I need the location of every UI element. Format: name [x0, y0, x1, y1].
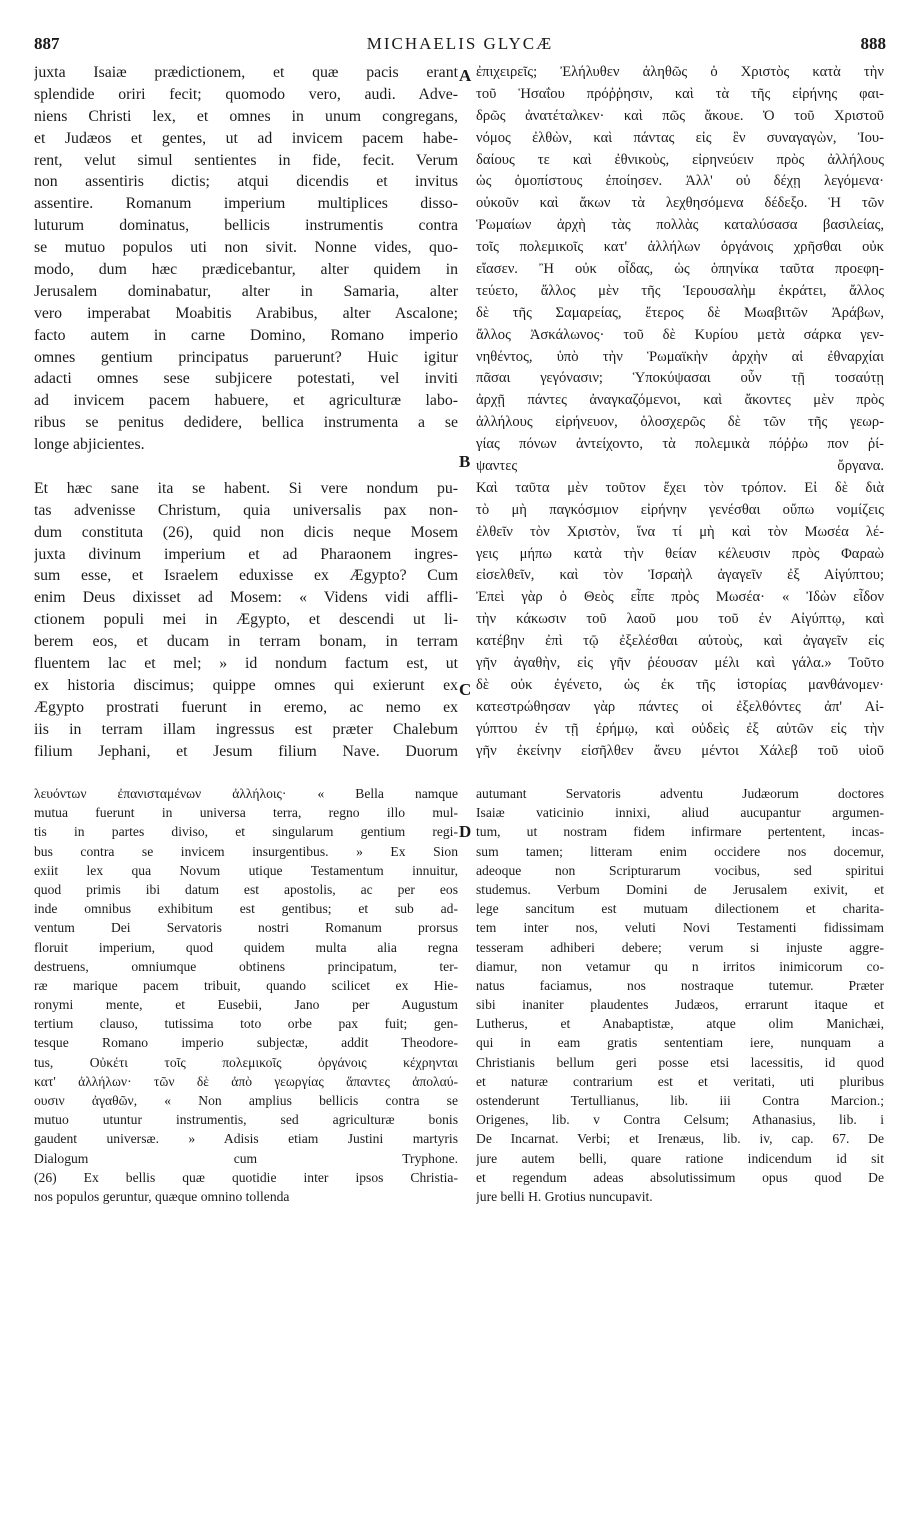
section-marker-b: B — [459, 452, 471, 471]
greek-text-line: δὲ τῆς Σαμαρείας, ἕτερος δὲ Μωαβιτῶν Ἀράβων, — [476, 304, 884, 321]
greek-text-line: Καὶ ταῦτα μὲν τοῦτον ἔχει τὸν τρόπον. Εἰ δὲ διὰ — [476, 479, 884, 496]
latin-text-line: ex historia discimus; quippe omnes qui exierunt ex — [34, 676, 458, 694]
greek-text-line: Ῥωμαίων ἀρχὴ τὰς πολλὰς καταλύσασα βασιλείας, — [476, 217, 884, 234]
footnote-line: tem inter nos, veluti Novi Testamenti fidissimam — [476, 920, 884, 936]
greek-text-line: ἄλλος Ἀσκάλωνος· τοῦ δὲ Κυρίου μετὰ σάρκα γεν- — [476, 326, 884, 343]
greek-text-line: κατεστρώθησαν γὰρ πάντες οἱ ἐξελθόντες ἀπ' Αἰ- — [476, 698, 884, 715]
latin-text-line: tas advenisse Christum, quia universalis pax non- — [34, 501, 458, 519]
latin-text-line: iis in terram illam ingressus est præter Chalebum — [34, 720, 458, 738]
footnote-line: et naturæ contrarium est et veritati, uti pluribus — [476, 1073, 884, 1089]
greek-text-line: γύπτου ἐν τῇ ἐρήμῳ, καὶ οὐδεὶς ἐξ αὐτῶν εἰς τὴν — [476, 720, 884, 737]
greek-text-line: γῆν ἀγαθὴν, εἰς γῆν ῥέουσαν μέλι καὶ γάλα.» Τοῦτο — [476, 655, 884, 672]
latin-text-line: Ægypto prostrati fuerunt in eremo, ac nemo ex — [34, 698, 458, 716]
footnote-line: sum tamen; litteram enim occidere nos docemur, — [476, 843, 884, 859]
latin-text-line: vero imperabat Moabitis Arabibus, alter Ascalone; — [34, 304, 458, 322]
footnote-line: De Incarnat. Verbi; et Irenæus, lib. iv, cap. 67. De — [476, 1131, 884, 1147]
greek-text-line: Ἐπεὶ γὰρ ὁ Θεὸς εἶπε πρὸς Μωσέα· « Ἰδὼν εἶδον — [476, 589, 884, 606]
latin-text-line — [34, 456, 458, 478]
greek-text-line: τὸ μὴ παγκόσμιον εἰρήνην γενέσθαι οὔπω νομίζεις — [476, 501, 884, 518]
latin-text-line: enim Deus dixisset ad Mosem: « Videns vidi affli- — [34, 589, 458, 607]
footnote-line: λευόντων ἐπανισταμένων ἀλλήλοις· « Bella namque — [34, 786, 458, 801]
footnote-line: tis in partes diviso, et singularum gentium regi- — [34, 824, 458, 840]
latin-text-line: assentire. Romanum imperium multiplices disso- — [34, 195, 458, 213]
latin-text-line: ctionem populi mei in Ægypto, et descendi ut li- — [34, 611, 458, 629]
page-header — [34, 34, 886, 58]
latin-text-line: se mutuo populos uti non sivit. Nonne vides, quo- — [34, 239, 458, 257]
footnote-line: mutua fuerunt in universa terra, regno illo mul- — [34, 805, 458, 821]
greek-text-line: εἰσελθεῖν, καὶ τὸν Ἰσραὴλ ἀγαγεῖν ἐξ Αἰγύπτου; — [476, 567, 884, 584]
greek-text-line: νηθέντος, ὑπὸ τὴν Ῥωμαϊκὴν ἀρχὴν αἱ ἐθναρχίαι — [476, 348, 884, 365]
greek-text-line: γίας πόνων ἀντείχοντο, τὰ πολεμικὰ πόῤῥω πον ῥί- — [476, 436, 884, 453]
greek-text-line: γεις μήπω κατὰ τὴν θείαν κέλευσιν πρὸς Φαραὼ — [476, 545, 884, 562]
footnote-line: adeoque non Scripturarum vocibus, sed spiritui — [476, 862, 884, 878]
latin-text-line: omnes gentium principatus paruerunt? Huic igitur — [34, 348, 458, 366]
footnote-line: floruit imperium, quod quidem multa alia regna — [34, 939, 458, 955]
footnote-line: Lutherus, et Anabaptistæ, atque olim Manichæi, — [476, 1016, 884, 1032]
greek-text-line: κατέβην ἐπὶ τῷ ἐξελέσθαι αὐτοὺς, καὶ ἀγαγεῖν εἰς — [476, 633, 884, 650]
greek-text-column — [476, 62, 884, 762]
footnote-line: exiit lex qua Novum utique Testamentum innuitur, — [34, 862, 458, 878]
latin-text-line: splendide oriri fecit; quomodo vero, audi. Adve- — [34, 85, 458, 103]
greek-text-line: τοῦ Ἡσαΐου πρόῤῥησιν, καὶ τὰ τῆς εἰρήνης φαι- — [476, 85, 884, 102]
footnote-line: studemus. Verbum Domini de Jerusalem exivit, et — [476, 881, 884, 897]
latin-text-line: et Judæos et gentes, ut ad invicem pacem habe- — [34, 129, 458, 147]
footnote-line: destruens, omniumque obtinens principatum, ter- — [34, 958, 458, 974]
latin-text-line: ribus se penitus dedidere, bellica instrumenta a se — [34, 414, 458, 432]
footnote-line: natus faciamus, nos nostraque tutemur. Præter — [476, 977, 884, 993]
footnotes-right-column — [476, 784, 884, 1504]
footnote-line: ostenderunt Tertullianus, lib. iii Contra Marcion.; — [476, 1093, 884, 1108]
greek-text-line: τὴν κάκωσιν τοῦ λαοῦ μου τοῦ ἐν Αἰγύπτῳ, καὶ — [476, 611, 884, 628]
page-number-right: 888 — [860, 34, 886, 53]
running-title: MICHAELIS GLYCÆ — [366, 34, 554, 53]
greek-text-line: οὐκοῦν καὶ ἄκων τὰ λεχθησόμενα δέδεξο. Ἡ τῶν — [476, 195, 884, 212]
footnote-line: tesseram adhiberi debere; verum si injuste aggre- — [476, 939, 884, 955]
latin-text-line: niens Christi lex, et omnes in unum congregans, — [34, 107, 458, 125]
footnote-line: autumant Servatoris adventu Judæorum doctores — [476, 786, 884, 801]
footnote-line: ουσιν ἀγαθῶν, « Non amplius bellicis contra se — [34, 1093, 458, 1108]
greek-text-line: πᾶσαι γεγόνασιν; Ὑποκύψασαι οὖν τῇ τοσαύτῃ — [476, 370, 884, 387]
latin-text-line: Et hæc sane ita se habent. Si vere nondum pu- — [34, 479, 458, 497]
greek-text-line: γῆν ἐκείνην εἰσῆλθεν ἄνευ μέντοι Χάλεβ τοῦ υἱοῦ — [476, 742, 884, 759]
greek-text-line: ἀρχῇ πάντες ἀναγκαζόμενοι, καὶ ἄκοντες μὲν πρὸς — [476, 392, 884, 409]
latin-text-line: dum constituta (26), quid non dicis neque Mosem — [34, 523, 458, 541]
latin-text-line: filium Jephani, et Jesum filium Nave. Duorum — [34, 742, 458, 760]
greek-text-line: ἀλλήλους εἰρήνευον, ὁλοσχερῶς δὲ τῶν τῆς γεωρ- — [476, 414, 884, 431]
latin-text-line: non assentiris dictis; atqui dicendis et invitus — [34, 173, 458, 191]
latin-text-line: longe abjicientes. — [34, 436, 145, 454]
footnote-line: inde omnibus exhibitum est gentibus; et sub ad- — [34, 901, 458, 917]
latin-text-line: Jerusalem dominabatur, alter in Samaria, alter — [34, 282, 458, 300]
page-number-left: 887 — [34, 34, 60, 53]
footnote-line: sibi inaniter plaudentes Judæos, errarunt itaque et — [476, 997, 884, 1013]
latin-text-line: juxta Isaiæ prædictionem, et quæ pacis erant — [34, 64, 458, 81]
latin-text-line: rent, velut simul sentientes in fide, fecit. Verum — [34, 151, 458, 169]
latin-text-line: berem eos, et ducam in terram bonam, in terram — [34, 633, 458, 651]
footnote-line: nos populos geruntur, quæque omnino tollenda — [34, 1188, 290, 1204]
latin-text-line: luturum dominatus, bellicis instrumentis contra — [34, 217, 458, 235]
greek-text-line: ἐλθεῖν τὸν Χριστὸν, ἵνα τί μὴ καὶ τὸν Μωσέα λέ- — [476, 523, 884, 540]
footnote-line: Origenes, lib. v Contra Celsum; Athanasius, lib. i — [476, 1112, 884, 1128]
footnote-line: Christianis bellum geri posse etsi lacessitis, id quod — [476, 1054, 884, 1070]
latin-text-line: fluentem lac et mel; » id nondum factum est, ut — [34, 655, 458, 673]
footnote-line: diamur, non vetamur qu n irritos inimicorum co- — [476, 958, 884, 974]
footnote-line: quod primis ibi datum est apostolis, ac per eos — [34, 881, 458, 897]
footnote-line: tesque Romano imperio subjectæ, addit Theodore- — [34, 1035, 458, 1051]
footnote-line: mutuo utuntur instrumentis, sed agriculturæ bonis — [34, 1112, 458, 1128]
footnote-line: lege sancitum est mutuam dilectionem et charita- — [476, 901, 884, 917]
latin-text-line: sum esse, et Israelem eduxisse ex Ægypto? Cum — [34, 567, 458, 585]
greek-text-line: δὲ οὐκ ἐγένετο, ὡς ἐκ τῆς ἱστορίας μανθάνομεν· — [476, 676, 884, 693]
latin-text-line: juxta divinum imperium et ad Pharaonem ingres- — [34, 545, 458, 563]
latin-text-column — [34, 62, 458, 762]
section-marker-a: A — [459, 66, 472, 85]
footnote-line: tum, ut nostram fidem infirmare pertentent, incas- — [476, 824, 884, 840]
greek-text-line: ὡς ὁμοπίστους ἐποίησεν. Ἀλλ' οὐ δέχῃ λεγόμενα· — [476, 173, 884, 190]
footnote-line: ventum Dei Servatoris nostri Romanum prorsus — [34, 920, 458, 936]
footnote-line: ronymi mente, et Eusebii, Jano per Augustum — [34, 997, 458, 1013]
footnote-line: tertium clauso, tutissima toto orbe pax fuit; gen- — [34, 1016, 458, 1032]
footnote-line: Isaiæ vaticinio innixi, aliud aucupantur argumen- — [476, 805, 884, 821]
greek-text-line: τοῖς πολεμικοῖς κατ' ἀλλήλων ὀργάνοις χρῆσθαι οὐκ — [476, 239, 884, 256]
greek-text-line: νόμος ἐλθὼν, καὶ πάντας εἰς ἓν συναγαγὼν, Ἰου- — [476, 129, 884, 146]
greek-text-line: εἴασεν. Ἢ οὐκ οἶδας, ὡς ὁπηνίκα ταῦτα προεφη- — [476, 261, 884, 278]
footnote-line: κατ' ἀλλήλων· τῶν δὲ ἀπὸ γεωργίας ἅπαντες ἀπολαύ- — [34, 1073, 458, 1089]
footnote-line: qui in eam gratis sententiam iere, nunquam a — [476, 1035, 884, 1051]
greek-text-line: ψαντες ὄργανα. — [476, 458, 884, 475]
footnote-line: ræ marique pacem tribuit, quando scilicet ex Hie- — [34, 977, 458, 993]
latin-text-line: adacti omnes sese subjicere potestati, vel inviti — [34, 370, 458, 388]
latin-text-line: modo, dum hæc prædicebantur, alter quidem in — [34, 261, 458, 279]
greek-text-line: ἐπιχειρεῖς; Ἐλήλυθεν ἀληθῶς ὁ Χριστὸς κατὰ τὴν — [476, 64, 884, 80]
section-marker-c: C — [459, 680, 472, 699]
footnote-line: gaudent universæ. » Adisis etiam Justini martyris — [34, 1131, 458, 1147]
footnote-line: jure autem belli, quare ratione indicendum id sit — [476, 1150, 884, 1166]
latin-text-line: ad invicem pacem habuere, et agriculturæ labo- — [34, 392, 458, 410]
footnote-line: et regendum adeas absolutissimum opus quod De — [476, 1169, 884, 1185]
footnote-line: tus, Οὐκέτι τοῖς πολεμικοῖς ὀργάνοις κέχρηνται — [34, 1054, 458, 1070]
section-marker-d: D — [459, 822, 472, 841]
footnote-line: (26) Ex bellis quæ quotidie inter ipsos Christia- — [34, 1169, 458, 1185]
greek-text-line: δαίους τε καὶ ἐθνικοὺς, εἰρηνεύειν πρὸς ἀλλήλους — [476, 151, 884, 168]
footnote-line: jure belli H. Grotius nuncupavit. — [476, 1188, 653, 1204]
latin-text-line: facto autem in carne Domino, Romano imperio — [34, 326, 458, 344]
greek-text-line: τεύετο, ἄλλος μὲν τῆς Ἱερουσαλὴμ ἐκράτει, ἄλλος — [476, 282, 884, 299]
footnotes-left-column — [34, 784, 458, 1504]
footnote-line: Dialogum cum Tryphone. — [34, 1150, 458, 1166]
greek-text-line: δρῶς ἀνατέταλκεν· καὶ πῶς ἄκουε. Ὁ τοῦ Χριστοῦ — [476, 107, 884, 124]
footnote-line: bus contra se invicem insurgentibus. » Ex Sion — [34, 843, 458, 859]
